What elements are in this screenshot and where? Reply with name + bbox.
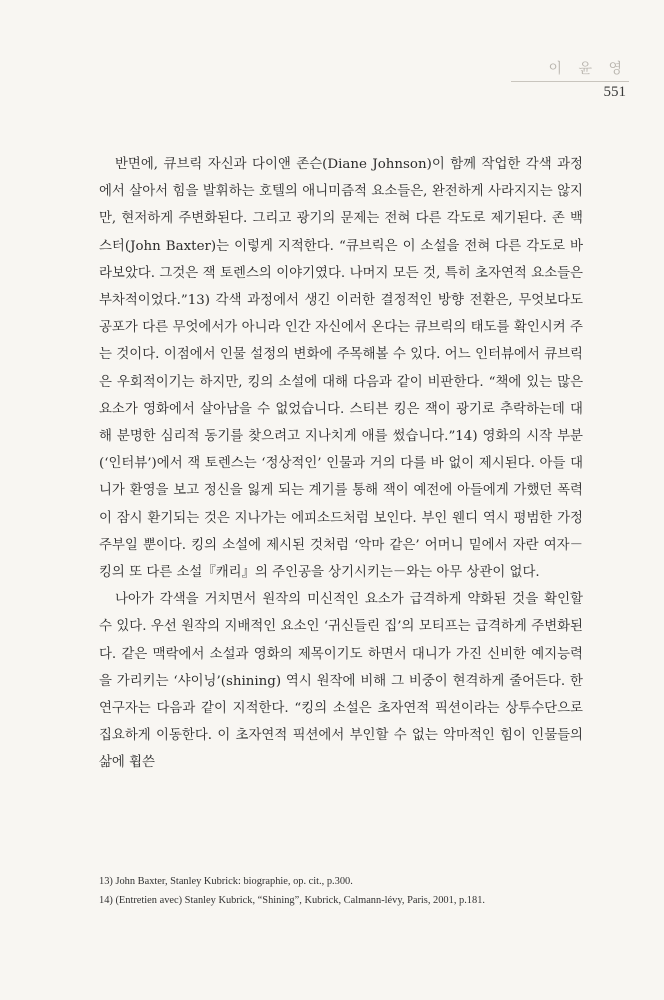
footnotes xyxy=(99,872,583,910)
page-number: 551 xyxy=(603,84,626,100)
paragraph-1: 반면에, 큐브릭 자신과 다이앤 존슨(Diane Johnson)이 함께 작업한 각색 과정에서 살아서 힘을 발휘하는 호텔의 애니미즘적 요소들은, 완전하게 사라지지는 않지만, 현저하게 주변화된다. 그리고 광기의 문제는 전혀 다른 각도로 제기된다. 존 백스터(John Baxter)는 이렇게 지적한다. “큐브릭은 이 소설을 전혀 다른 각도로 바라보았다. 그것은 잭 토렌스의 이야기였다. 나머지 모든 것, 특히 초자연적 요소들은 부차적이었다.”13) 각색 과정에서 생긴 이러한 결정적인 방향 전환은, 무엇보다도 공포가 다른 무엇에서가 아니라 인간 자신에서 온다는 큐브릭의 태도를 확인시켜 주는 것이다. 이점에서 인물 설정의 변화에 주목해볼 수 있다. 어느 인터뷰에서 큐브릭은 우회적이기는 하지만, 킹의 소설에 대해 다음과 같이 비판한다. “책에 있는 많은 요소가 영화에서 살아남을 수 없었습니다. 스티븐 킹은 잭이 광기로 추락하는데 대해 분명한 심리적 동기를 찾으려고 지나치게 애를 썼습니다.”14) 영화의 시작 부분(‘인터뷰’)에서 잭 토렌스는 ‘정상적인’ 인물과 거의 다를 바 없이 제시된다. 아들 대니가 환영을 보고 정신을 잃게 되는 계기를 통해 잭이 예전에 아들에게 가했던 폭력이 잠시 환기되는 것은 지나가는 에피소드처럼 보인다. 부인 웬디 역시 평범한 가정주부일 뿐이다. 킹의 소설에 제시된 것처럼 ‘악마 같은’ 어머니 밑에서 자란 여자－킹의 또 다른 소설『캐리』의 주인공을 상기시키는－와는 아무 상관이 없다. xyxy=(99,157,583,581)
header-rule xyxy=(511,81,629,82)
paragraph-2: 나아가 각색을 거치면서 원작의 미신적인 요소가 급격하게 약화된 것을 확인할 수 있다. 우선 원작의 지배적인 요소인 ‘귀신들린 집’의 모티프는 급격하게 주변화된다. 같은 맥락에서 소설과 영화의 제목이기도 하면서 대니가 가진 신비한 예지능력을 가리키는 ‘샤이닝’(shining) 역시 원작에 비해 그 비중이 현격하게 줄어든다. 한 연구자는 다음과 같이 지적한다. “킹의 소설은 초자연적 픽션이라는 상투수단으로 집요하게 이동한다. 이 초자연적 픽션에서 부인할 수 없는 악마적인 힘이 인물들의 삶에 휩쓴 xyxy=(99,592,583,771)
body-text xyxy=(99,151,583,777)
running-header-author: 이 윤 영 xyxy=(548,61,628,77)
footnote-13: 13) John Baxter, Stanley Kubrick: biographie, op. cit., p.300. xyxy=(99,876,353,887)
footnote-14: 14) (Entretien avec) Stanley Kubrick, “Shining”, Kubrick, Calmann-lévy, Paris, 2001, p.181. xyxy=(99,895,485,906)
